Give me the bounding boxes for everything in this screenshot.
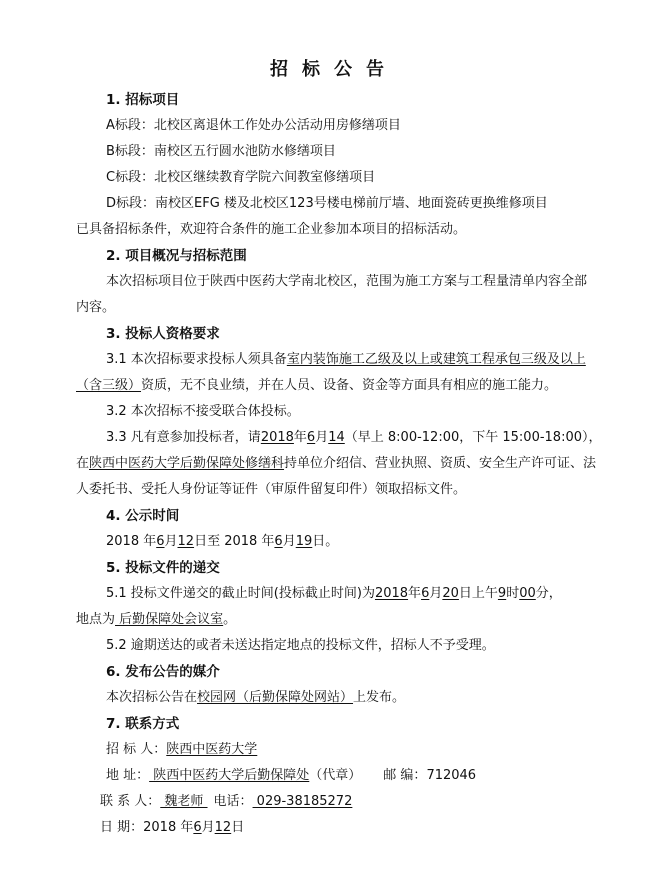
year-unit: 年 [293, 430, 307, 445]
pickup-month: 6 [306, 430, 316, 445]
end-month: 6 [274, 534, 283, 549]
month-unit: 月 [201, 820, 215, 835]
month-unit: 月 [315, 430, 329, 445]
day-unit: 日上午 [458, 586, 498, 601]
month-unit: 月 [164, 534, 178, 549]
page-title: 招标公告 [270, 59, 398, 80]
qualification-level: （含三级） [76, 378, 142, 393]
req-3-1-prefix: 3.1 本次招标要求投标人须具备 [106, 352, 287, 367]
req-3-1 [106, 352, 586, 368]
section-7-heading: 7. 联系方式 [106, 716, 180, 732]
date-month: 6 [193, 820, 202, 835]
location-prefix: 地点为 [76, 612, 116, 627]
section-3-heading: 3. 投标人资格要求 [106, 326, 220, 342]
section-1-tail: 已具备招标条件，欢迎符合条件的施工企业参加本项目的招标活动。 [76, 222, 467, 237]
phone-number: 029-38185272 [252, 794, 353, 809]
req-3-3-at: 在 [76, 456, 90, 471]
minute-unit: 分， [535, 586, 562, 601]
late-submission-note: 5.2 逾期送达的或者未送达指定地点的投标文件，招标人不予受理。 [106, 638, 495, 653]
day-unit: 日。 [312, 534, 339, 549]
deadline-month: 6 [421, 586, 430, 601]
address-note: （代章） [309, 768, 362, 783]
publication-media [106, 690, 405, 706]
section-2-heading: 2. 项目概况与招标范围 [106, 248, 247, 264]
address: 陕西中医药大学后勤保障处 [149, 768, 310, 783]
pickup-day: 14 [328, 430, 345, 445]
lot-b: B标段：南校区五行圆水池防水修缮项目 [106, 144, 336, 159]
req-3-3-prefix: 3.3 凡有意参加投标者，请 [106, 430, 261, 445]
media-prefix: 本次招标公告在 [106, 690, 198, 705]
location-suffix: 。 [223, 612, 237, 627]
hour-unit: 时 [506, 586, 520, 601]
media-suffix: 上发布。 [353, 690, 406, 705]
lot-a: A标段：北校区离退休工作处办公活动用房修缮项目 [106, 118, 401, 133]
location: 后勤保障处会议室 [115, 612, 224, 627]
req-3-3 [106, 430, 602, 446]
required-documents: 持单位介绍信、营业执照、资质、安全生产许可证、法 [284, 456, 597, 471]
req-3-3-cont-2: 人委托书、受托人身份证等证件（审原件留复印件）领取招标文件。 [76, 482, 467, 497]
start-day: 12 [177, 534, 195, 549]
section-6-heading: 6. 发布公告的媒介 [106, 664, 220, 680]
month-unit: 月 [282, 534, 296, 549]
tenderer-label: 招 标 人： [106, 742, 167, 757]
deadline-prefix: 5.1 投标文件递交的截止时间(投标截止时间)为 [106, 586, 375, 601]
deadline-hour: 9 [497, 586, 507, 601]
qualification-requirement: 室内装饰施工乙级及以上或建筑工程承包三级及以上 [286, 352, 586, 367]
postcode-label: 邮 编： [383, 768, 427, 783]
tenderer: 陕西中医药大学 [166, 742, 258, 757]
year-unit: 年 [408, 586, 422, 601]
section-4-heading: 4. 公示时间 [106, 508, 180, 524]
contact-person: 魏老师 [160, 794, 208, 809]
start-month: 6 [156, 534, 165, 549]
section-2-text: 本次招标项目位于陕西中医药大学南北校区，范围为施工方案与工程量清单内容全部 [106, 274, 588, 289]
deadline-year: 2018 [374, 586, 409, 601]
tenderer-row [106, 742, 257, 758]
address-label: 地 址： [106, 768, 150, 783]
req-3-3-cont [76, 456, 596, 472]
lot-d: D标段：南校区EFG 楼及北校区123号楼电梯前厅墙、地面瓷砖更换维修项目 [106, 196, 548, 211]
date-label: 日 期：2018 年 [100, 820, 194, 835]
req-3-1-suffix: 资质，无不良业绩，并在人员、设备、资金等方面具有相应的施工能力。 [141, 378, 558, 393]
pickup-hours: （早上 8:00-12:00，下午 15:00-18:00）， [344, 430, 602, 445]
section-1-heading: 1. 招标项目 [106, 92, 180, 108]
media-site: 校园网（后勤保障处网站） [197, 690, 354, 705]
publicity-period [106, 534, 338, 550]
section-2-text-cont: 内容。 [76, 300, 116, 315]
deadline-minute: 00 [519, 586, 536, 601]
date-row [100, 820, 244, 836]
lot-c: C标段：北校区继续教育学院六间教室修缮项目 [106, 170, 376, 185]
deadline-day: 20 [442, 586, 459, 601]
end-day: 19 [295, 534, 313, 549]
day-unit: 日 [231, 820, 245, 835]
date-day: 12 [214, 820, 232, 835]
req-3-2: 3.2 本次招标不接受联合体投标。 [106, 404, 300, 419]
contact-label: 联 系 人： [100, 794, 161, 809]
start-year: 2018 年 [106, 534, 157, 549]
deadline [106, 586, 562, 602]
req-3-1-cont [76, 378, 557, 394]
pickup-office: 陕西中医药大学后勤保障处修缮科 [89, 456, 285, 471]
pickup-year: 2018 [260, 430, 294, 445]
phone-label: 电话： [213, 794, 253, 809]
submission-location [76, 612, 236, 628]
address-row [106, 768, 476, 784]
month-unit: 月 [429, 586, 443, 601]
contact-row [100, 794, 352, 810]
postcode: 712046 [426, 768, 477, 783]
section-5-heading: 5. 投标文件的递交 [106, 560, 220, 576]
end-year: 日至 2018 年 [194, 534, 275, 549]
